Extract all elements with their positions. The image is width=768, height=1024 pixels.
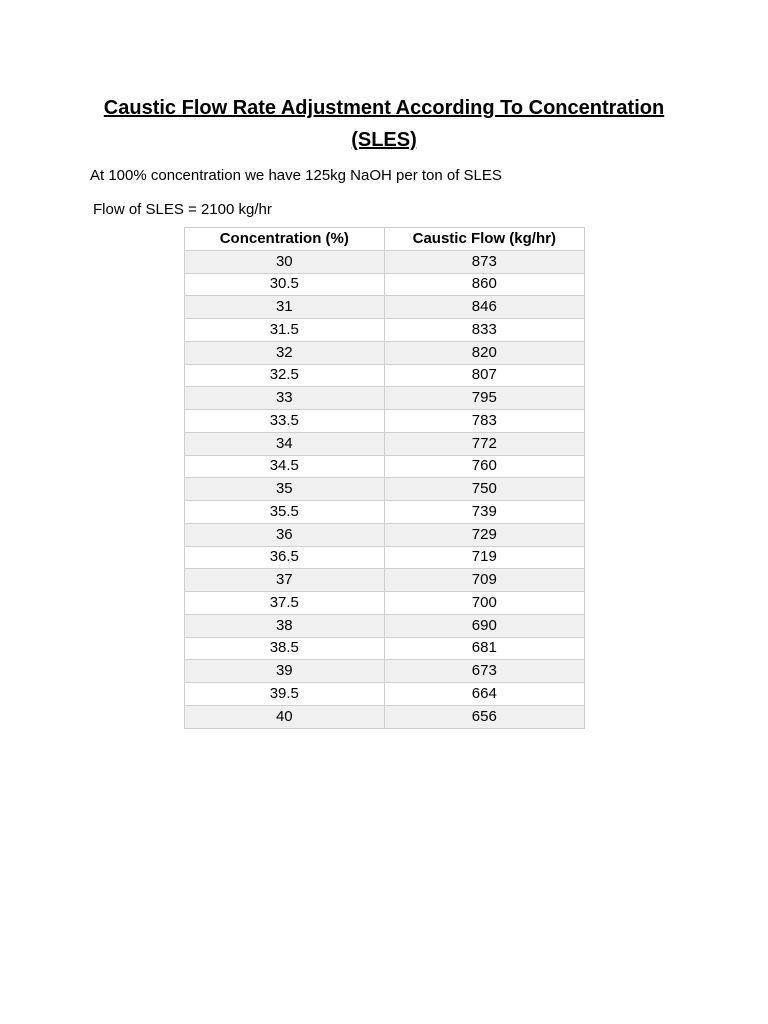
caustic-flow-cell: 833: [384, 319, 584, 342]
caustic-flow-cell: 860: [384, 273, 584, 296]
table-row: [185, 364, 585, 387]
caustic-flow-cell: 795: [384, 387, 584, 410]
table-row: [185, 501, 585, 524]
caustic-flow-cell: 709: [384, 569, 584, 592]
table-row: [185, 569, 585, 592]
caustic-flow-cell: 760: [384, 455, 584, 478]
concentration-cell: 32: [185, 341, 385, 364]
concentration-cell: 32.5: [185, 364, 385, 387]
concentration-cell: 33: [185, 387, 385, 410]
caustic-flow-cell: 807: [384, 364, 584, 387]
table-row: [185, 523, 585, 546]
concentration-cell: 38: [185, 614, 385, 637]
caustic-flow-cell: 673: [384, 660, 584, 683]
table-row: [185, 455, 585, 478]
concentration-cell: 34.5: [185, 455, 385, 478]
intro-text: At 100% concentration we have 125kg NaOH per ton of SLES: [90, 167, 502, 184]
document-title: Caustic Flow Rate Adjustment According To Concentration (SLES): [103, 97, 665, 151]
concentration-cell: 36: [185, 523, 385, 546]
caustic-flow-table: [184, 227, 585, 729]
flow-text: Flow of SLES = 2100 kg/hr: [93, 201, 272, 218]
table-row: [185, 546, 585, 569]
caustic-flow-cell: 664: [384, 683, 584, 706]
caustic-flow-cell: 700: [384, 592, 584, 615]
table-row: [185, 273, 585, 296]
caustic-flow-cell: 681: [384, 637, 584, 660]
table-row: [185, 250, 585, 273]
caustic-flow-cell: 772: [384, 432, 584, 455]
concentration-cell: 31: [185, 296, 385, 319]
concentration-cell: 38.5: [185, 637, 385, 660]
caustic-flow-cell: 873: [384, 250, 584, 273]
table-row: [185, 478, 585, 501]
caustic-flow-cell: 846: [384, 296, 584, 319]
table-body: [185, 250, 585, 728]
concentration-cell: 35.5: [185, 501, 385, 524]
header-caustic-flow: Caustic Flow (kg/hr): [384, 228, 584, 251]
table-row: [185, 705, 585, 728]
caustic-flow-cell: 656: [384, 705, 584, 728]
concentration-cell: 39.5: [185, 683, 385, 706]
table-row: [185, 683, 585, 706]
concentration-cell: 30: [185, 250, 385, 273]
table-row: [185, 410, 585, 433]
table-row: [185, 637, 585, 660]
concentration-cell: 33.5: [185, 410, 385, 433]
concentration-cell: 35: [185, 478, 385, 501]
table-row: [185, 319, 585, 342]
table-row: [185, 387, 585, 410]
caustic-flow-cell: 750: [384, 478, 584, 501]
header-concentration: Concentration (%): [185, 228, 385, 251]
table-row: [185, 432, 585, 455]
concentration-cell: 37.5: [185, 592, 385, 615]
concentration-cell: 36.5: [185, 546, 385, 569]
caustic-flow-cell: 820: [384, 341, 584, 364]
concentration-cell: 34: [185, 432, 385, 455]
table-row: [185, 592, 585, 615]
concentration-cell: 37: [185, 569, 385, 592]
table-row: [185, 341, 585, 364]
table-row: [185, 614, 585, 637]
caustic-flow-cell: 739: [384, 501, 584, 524]
caustic-flow-cell: 783: [384, 410, 584, 433]
concentration-cell: 39: [185, 660, 385, 683]
concentration-cell: 30.5: [185, 273, 385, 296]
concentration-cell: 40: [185, 705, 385, 728]
table-row: [185, 660, 585, 683]
caustic-flow-cell: 729: [384, 523, 584, 546]
concentration-cell: 31.5: [185, 319, 385, 342]
caustic-flow-cell: 719: [384, 546, 584, 569]
caustic-flow-cell: 690: [384, 614, 584, 637]
table-row: [185, 296, 585, 319]
table-header-row: [185, 228, 585, 251]
